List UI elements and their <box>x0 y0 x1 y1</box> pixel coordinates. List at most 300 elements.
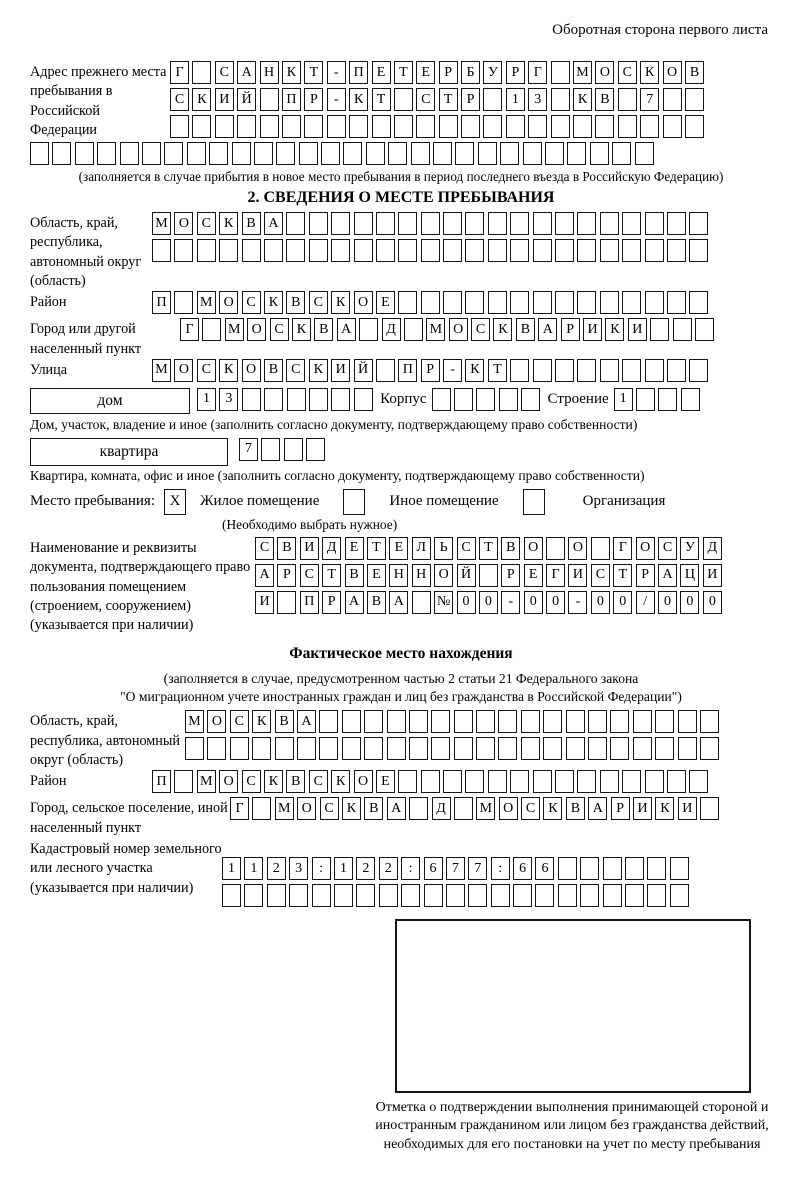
char-cell[interactable] <box>267 884 286 907</box>
char-cell[interactable] <box>670 857 689 880</box>
char-cell[interactable] <box>284 438 303 461</box>
char-cell[interactable]: В <box>242 212 261 235</box>
char-cell[interactable]: О <box>242 359 261 382</box>
char-cell[interactable]: О <box>568 537 587 560</box>
char-cell[interactable] <box>498 710 517 733</box>
char-cell[interactable] <box>286 212 305 235</box>
char-cell[interactable] <box>252 737 271 760</box>
char-cell[interactable]: К <box>282 61 301 84</box>
char-cell[interactable] <box>650 318 669 341</box>
char-cell[interactable] <box>595 115 614 138</box>
char-cell[interactable]: О <box>354 770 373 793</box>
char-cell[interactable] <box>555 291 574 314</box>
char-cell[interactable]: К <box>640 61 659 84</box>
char-cell[interactable]: К <box>264 291 283 314</box>
char-cell[interactable]: А <box>264 212 283 235</box>
char-cell[interactable] <box>327 115 346 138</box>
char-cell[interactable] <box>416 115 435 138</box>
char-cell[interactable] <box>297 737 316 760</box>
char-cell[interactable]: Р <box>322 591 341 614</box>
char-cell[interactable]: К <box>349 88 368 111</box>
char-cell[interactable]: О <box>434 564 453 587</box>
char-cell[interactable]: Г <box>528 61 547 84</box>
char-cell[interactable] <box>588 710 607 733</box>
char-cell[interactable] <box>443 291 462 314</box>
char-cell[interactable] <box>97 142 116 165</box>
char-cell[interactable]: Р <box>636 564 655 587</box>
char-cell[interactable]: 3 <box>528 88 547 111</box>
char-cell[interactable] <box>510 212 529 235</box>
char-cell[interactable]: С <box>300 564 319 587</box>
char-cell[interactable]: Е <box>345 537 364 560</box>
char-cell[interactable] <box>230 737 249 760</box>
char-cell[interactable]: 0 <box>524 591 543 614</box>
char-cell[interactable]: С <box>215 61 234 84</box>
char-cell[interactable]: М <box>476 797 495 820</box>
char-cell[interactable]: 7 <box>468 857 487 880</box>
char-cell[interactable] <box>655 710 674 733</box>
char-cell[interactable] <box>689 291 708 314</box>
char-cell[interactable]: П <box>398 359 417 382</box>
char-cell[interactable] <box>635 142 654 165</box>
char-cell[interactable] <box>465 212 484 235</box>
char-cell[interactable]: И <box>703 564 722 587</box>
char-cell[interactable] <box>476 388 495 411</box>
char-cell[interactable]: М <box>275 797 294 820</box>
char-cell[interactable]: В <box>516 318 535 341</box>
char-cell[interactable]: А <box>345 591 364 614</box>
char-cell[interactable] <box>376 212 395 235</box>
char-cell[interactable] <box>551 61 570 84</box>
char-cell[interactable] <box>454 388 473 411</box>
char-cell[interactable] <box>499 388 518 411</box>
char-cell[interactable] <box>432 388 451 411</box>
char-cell[interactable]: О <box>449 318 468 341</box>
char-cell[interactable]: И <box>628 318 647 341</box>
char-cell[interactable]: А <box>389 591 408 614</box>
char-cell[interactable] <box>202 318 221 341</box>
char-cell[interactable] <box>685 115 704 138</box>
char-cell[interactable]: 6 <box>535 857 554 880</box>
char-cell[interactable] <box>174 770 193 793</box>
char-cell[interactable]: Г <box>613 537 632 560</box>
char-cell[interactable]: Р <box>461 88 480 111</box>
char-cell[interactable] <box>591 537 610 560</box>
char-cell[interactable] <box>286 239 305 262</box>
char-cell[interactable] <box>681 388 700 411</box>
char-cell[interactable]: К <box>465 359 484 382</box>
char-cell[interactable] <box>590 142 609 165</box>
char-cell[interactable]: А <box>337 318 356 341</box>
char-cell[interactable]: 0 <box>680 591 699 614</box>
char-cell[interactable] <box>488 212 507 235</box>
char-cell[interactable]: А <box>297 710 316 733</box>
char-cell[interactable]: Е <box>524 564 543 587</box>
char-cell[interactable] <box>312 884 331 907</box>
char-cell[interactable]: П <box>300 591 319 614</box>
char-cell[interactable] <box>555 359 574 382</box>
char-cell[interactable]: О <box>207 710 226 733</box>
char-cell[interactable]: А <box>588 797 607 820</box>
char-cell[interactable]: К <box>493 318 512 341</box>
char-cell[interactable]: Д <box>322 537 341 560</box>
stay-type-checkbox-residential[interactable]: X <box>164 489 186 515</box>
char-cell[interactable] <box>170 115 189 138</box>
char-cell[interactable] <box>603 884 622 907</box>
char-cell[interactable]: Н <box>389 564 408 587</box>
char-cell[interactable]: 1 <box>244 857 263 880</box>
char-cell[interactable]: С <box>457 537 476 560</box>
char-cell[interactable]: С <box>230 710 249 733</box>
char-cell[interactable]: О <box>174 212 193 235</box>
char-cell[interactable] <box>573 115 592 138</box>
char-cell[interactable]: С <box>591 564 610 587</box>
char-cell[interactable] <box>398 291 417 314</box>
char-cell[interactable]: Г <box>180 318 199 341</box>
char-cell[interactable] <box>192 115 211 138</box>
char-cell[interactable] <box>364 737 383 760</box>
char-cell[interactable]: И <box>300 537 319 560</box>
char-cell[interactable] <box>164 142 183 165</box>
char-cell[interactable] <box>242 239 261 262</box>
char-cell[interactable] <box>558 884 577 907</box>
char-cell[interactable] <box>237 115 256 138</box>
char-cell[interactable] <box>533 212 552 235</box>
char-cell[interactable] <box>673 318 692 341</box>
char-cell[interactable] <box>600 239 619 262</box>
char-cell[interactable] <box>260 88 279 111</box>
char-cell[interactable] <box>398 770 417 793</box>
char-cell[interactable]: В <box>364 797 383 820</box>
char-cell[interactable] <box>600 291 619 314</box>
char-cell[interactable]: К <box>252 710 271 733</box>
char-cell[interactable]: В <box>286 770 305 793</box>
char-cell[interactable]: О <box>174 359 193 382</box>
char-cell[interactable] <box>207 737 226 760</box>
char-cell[interactable] <box>546 537 565 560</box>
char-cell[interactable] <box>261 438 280 461</box>
char-cell[interactable]: В <box>367 591 386 614</box>
char-cell[interactable]: Р <box>561 318 580 341</box>
char-cell[interactable]: О <box>219 291 238 314</box>
char-cell[interactable] <box>424 884 443 907</box>
char-cell[interactable]: 3 <box>219 388 238 411</box>
char-cell[interactable]: У <box>483 61 502 84</box>
char-cell[interactable]: К <box>264 770 283 793</box>
char-cell[interactable] <box>622 239 641 262</box>
char-cell[interactable] <box>309 388 328 411</box>
char-cell[interactable]: Г <box>546 564 565 587</box>
char-cell[interactable] <box>633 710 652 733</box>
char-cell[interactable]: В <box>286 291 305 314</box>
char-cell[interactable] <box>394 88 413 111</box>
char-cell[interactable] <box>555 770 574 793</box>
char-cell[interactable] <box>689 359 708 382</box>
char-cell[interactable] <box>488 239 507 262</box>
char-cell[interactable] <box>446 884 465 907</box>
char-cell[interactable] <box>376 239 395 262</box>
char-cell[interactable]: Й <box>354 359 373 382</box>
char-cell[interactable] <box>689 212 708 235</box>
char-cell[interactable] <box>354 388 373 411</box>
char-cell[interactable]: В <box>685 61 704 84</box>
char-cell[interactable]: М <box>573 61 592 84</box>
char-cell[interactable]: М <box>197 291 216 314</box>
char-cell[interactable]: С <box>270 318 289 341</box>
char-cell[interactable]: 2 <box>379 857 398 880</box>
char-cell[interactable] <box>678 710 697 733</box>
char-cell[interactable]: К <box>573 88 592 111</box>
char-cell[interactable]: - <box>568 591 587 614</box>
char-cell[interactable] <box>603 857 622 880</box>
stay-type-checkbox-other-premises[interactable] <box>343 489 365 515</box>
char-cell[interactable] <box>174 239 193 262</box>
char-cell[interactable] <box>622 359 641 382</box>
char-cell[interactable]: - <box>443 359 462 382</box>
char-cell[interactable] <box>521 388 540 411</box>
char-cell[interactable] <box>577 239 596 262</box>
char-cell[interactable] <box>331 388 350 411</box>
char-cell[interactable]: 1 <box>506 88 525 111</box>
char-cell[interactable] <box>566 737 585 760</box>
char-cell[interactable] <box>488 291 507 314</box>
char-cell[interactable]: 1 <box>614 388 633 411</box>
char-cell[interactable] <box>232 142 251 165</box>
char-cell[interactable]: И <box>633 797 652 820</box>
char-cell[interactable]: 0 <box>546 591 565 614</box>
char-cell[interactable] <box>618 115 637 138</box>
char-cell[interactable]: : <box>491 857 510 880</box>
char-cell[interactable] <box>244 884 263 907</box>
char-cell[interactable] <box>528 115 547 138</box>
char-cell[interactable]: О <box>636 537 655 560</box>
char-cell[interactable]: Т <box>613 564 632 587</box>
char-cell[interactable]: С <box>658 537 677 560</box>
char-cell[interactable] <box>588 737 607 760</box>
char-cell[interactable] <box>222 884 241 907</box>
char-cell[interactable]: К <box>219 359 238 382</box>
char-cell[interactable] <box>192 61 211 84</box>
char-cell[interactable] <box>387 710 406 733</box>
char-cell[interactable] <box>304 115 323 138</box>
char-cell[interactable]: 0 <box>591 591 610 614</box>
char-cell[interactable]: И <box>568 564 587 587</box>
char-cell[interactable]: 1 <box>222 857 241 880</box>
char-cell[interactable] <box>409 797 428 820</box>
char-cell[interactable] <box>663 115 682 138</box>
char-cell[interactable] <box>282 115 301 138</box>
char-cell[interactable]: А <box>237 61 256 84</box>
char-cell[interactable]: И <box>583 318 602 341</box>
char-cell[interactable] <box>498 737 517 760</box>
char-cell[interactable] <box>577 291 596 314</box>
char-cell[interactable] <box>289 884 308 907</box>
char-cell[interactable] <box>120 142 139 165</box>
char-cell[interactable] <box>645 212 664 235</box>
char-cell[interactable] <box>431 737 450 760</box>
char-cell[interactable]: Р <box>501 564 520 587</box>
char-cell[interactable] <box>533 291 552 314</box>
char-cell[interactable] <box>506 115 525 138</box>
char-cell[interactable]: П <box>282 88 301 111</box>
char-cell[interactable]: В <box>501 537 520 560</box>
char-cell[interactable] <box>655 737 674 760</box>
char-cell[interactable] <box>287 388 306 411</box>
char-cell[interactable] <box>260 115 279 138</box>
char-cell[interactable]: О <box>219 770 238 793</box>
char-cell[interactable] <box>658 388 677 411</box>
char-cell[interactable] <box>421 212 440 235</box>
char-cell[interactable] <box>521 710 540 733</box>
char-cell[interactable]: Й <box>237 88 256 111</box>
char-cell[interactable]: О <box>524 537 543 560</box>
char-cell[interactable] <box>454 797 473 820</box>
char-cell[interactable]: А <box>255 564 274 587</box>
char-cell[interactable] <box>625 857 644 880</box>
char-cell[interactable] <box>275 737 294 760</box>
char-cell[interactable]: А <box>658 564 677 587</box>
char-cell[interactable]: С <box>170 88 189 111</box>
char-cell[interactable] <box>356 884 375 907</box>
char-cell[interactable]: 0 <box>457 591 476 614</box>
char-cell[interactable] <box>277 591 296 614</box>
char-cell[interactable]: О <box>499 797 518 820</box>
char-cell[interactable]: - <box>327 61 346 84</box>
char-cell[interactable] <box>319 737 338 760</box>
char-cell[interactable] <box>689 239 708 262</box>
char-cell[interactable] <box>334 884 353 907</box>
char-cell[interactable]: П <box>152 291 171 314</box>
char-cell[interactable] <box>545 142 564 165</box>
char-cell[interactable]: Д <box>703 537 722 560</box>
char-cell[interactable]: Н <box>260 61 279 84</box>
char-cell[interactable]: Т <box>372 88 391 111</box>
char-cell[interactable] <box>354 212 373 235</box>
char-cell[interactable]: Е <box>367 564 386 587</box>
char-cell[interactable]: Н <box>412 564 431 587</box>
char-cell[interactable] <box>558 857 577 880</box>
char-cell[interactable] <box>600 359 619 382</box>
char-cell[interactable] <box>647 857 666 880</box>
char-cell[interactable] <box>404 318 423 341</box>
char-cell[interactable] <box>152 239 171 262</box>
char-cell[interactable]: Е <box>376 770 395 793</box>
char-cell[interactable] <box>647 884 666 907</box>
char-cell[interactable] <box>142 142 161 165</box>
char-cell[interactable]: 1 <box>197 388 216 411</box>
char-cell[interactable]: : <box>401 857 420 880</box>
char-cell[interactable]: О <box>663 61 682 84</box>
char-cell[interactable]: К <box>309 359 328 382</box>
char-cell[interactable] <box>543 737 562 760</box>
char-cell[interactable] <box>567 142 586 165</box>
char-cell[interactable] <box>551 115 570 138</box>
char-cell[interactable]: М <box>152 212 171 235</box>
char-cell[interactable]: Т <box>322 564 341 587</box>
char-cell[interactable] <box>443 212 462 235</box>
char-cell[interactable]: К <box>543 797 562 820</box>
char-cell[interactable] <box>174 291 193 314</box>
char-cell[interactable]: Р <box>277 564 296 587</box>
char-cell[interactable] <box>372 115 391 138</box>
char-cell[interactable] <box>454 710 473 733</box>
char-cell[interactable]: Е <box>416 61 435 84</box>
char-cell[interactable]: К <box>655 797 674 820</box>
char-cell[interactable]: 0 <box>613 591 632 614</box>
char-cell[interactable] <box>610 710 629 733</box>
char-cell[interactable] <box>640 115 659 138</box>
char-cell[interactable]: Б <box>461 61 480 84</box>
char-cell[interactable]: И <box>331 359 350 382</box>
char-cell[interactable] <box>479 564 498 587</box>
char-cell[interactable] <box>309 239 328 262</box>
char-cell[interactable]: Р <box>421 359 440 382</box>
char-cell[interactable]: В <box>277 537 296 560</box>
char-cell[interactable] <box>488 770 507 793</box>
char-cell[interactable]: 6 <box>513 857 532 880</box>
char-cell[interactable] <box>387 737 406 760</box>
char-cell[interactable]: С <box>416 88 435 111</box>
char-cell[interactable] <box>533 359 552 382</box>
char-cell[interactable] <box>421 239 440 262</box>
char-cell[interactable] <box>600 212 619 235</box>
char-cell[interactable]: 3 <box>289 857 308 880</box>
char-cell[interactable] <box>343 142 362 165</box>
char-cell[interactable]: Г <box>170 61 189 84</box>
char-cell[interactable]: 0 <box>703 591 722 614</box>
char-cell[interactable]: П <box>152 770 171 793</box>
char-cell[interactable] <box>319 710 338 733</box>
char-cell[interactable]: 6 <box>424 857 443 880</box>
char-cell[interactable] <box>483 115 502 138</box>
char-cell[interactable]: Ц <box>680 564 699 587</box>
char-cell[interactable] <box>636 388 655 411</box>
char-cell[interactable]: Е <box>376 291 395 314</box>
char-cell[interactable]: Г <box>230 797 249 820</box>
char-cell[interactable]: С <box>242 291 261 314</box>
char-cell[interactable] <box>622 770 641 793</box>
char-cell[interactable] <box>421 291 440 314</box>
char-cell[interactable] <box>577 212 596 235</box>
char-cell[interactable]: Т <box>394 61 413 84</box>
char-cell[interactable] <box>30 142 49 165</box>
char-cell[interactable] <box>600 770 619 793</box>
char-cell[interactable] <box>398 212 417 235</box>
char-cell[interactable] <box>695 318 714 341</box>
char-cell[interactable]: № <box>434 591 453 614</box>
char-cell[interactable] <box>412 591 431 614</box>
char-cell[interactable]: В <box>275 710 294 733</box>
char-cell[interactable]: И <box>678 797 697 820</box>
char-cell[interactable] <box>379 884 398 907</box>
char-cell[interactable] <box>513 884 532 907</box>
char-cell[interactable] <box>439 115 458 138</box>
char-cell[interactable]: С <box>309 770 328 793</box>
char-cell[interactable]: Р <box>506 61 525 84</box>
char-cell[interactable] <box>454 737 473 760</box>
char-cell[interactable]: К <box>219 212 238 235</box>
char-cell[interactable] <box>551 88 570 111</box>
char-cell[interactable]: Т <box>488 359 507 382</box>
char-cell[interactable]: Л <box>412 537 431 560</box>
char-cell[interactable] <box>645 291 664 314</box>
char-cell[interactable]: Й <box>457 564 476 587</box>
char-cell[interactable] <box>610 737 629 760</box>
char-cell[interactable] <box>342 737 361 760</box>
char-cell[interactable]: П <box>349 61 368 84</box>
char-cell[interactable] <box>421 770 440 793</box>
char-cell[interactable]: К <box>331 770 350 793</box>
